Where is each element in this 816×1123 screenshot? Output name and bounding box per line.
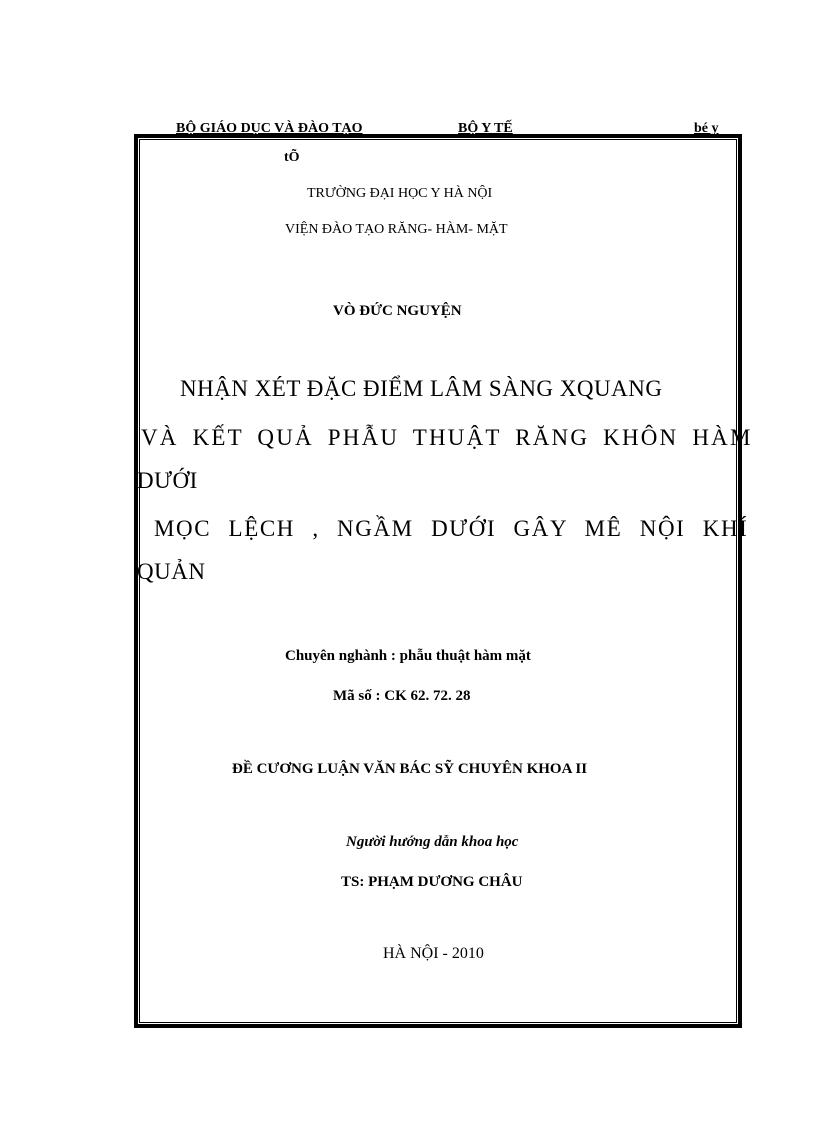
advisor-name: TS: PHẠM DƯƠNG CHÂU [341,874,523,890]
university-name: TRƯỜNG ĐẠI HỌC Y HÀ NỘI [307,186,493,201]
thesis-title-line-4: MỌC LỆCH , NGẦM DƯỚI GÂY MÊ NỘI KHÍ [154,516,749,541]
specialty-code: Mã số : CK 62. 72. 28 [333,688,471,704]
institute-name: VIỆN ĐÀO TẠO RĂNG- HÀM- MẶT [285,222,508,237]
place-year: HÀ NỘI - 2010 [383,945,484,962]
stray-mark: tÕ [284,150,300,165]
thesis-title-line-3: DƯỚI [137,468,198,493]
ministry-education: BỘ GIÁO DỤC VÀ ĐÀO TẠO [176,121,363,136]
corner-mark: bé y [694,121,719,136]
specialty-label: Chuyên nghành : phẫu thuật hàm mặt [285,648,531,664]
thesis-title-line-5: QUẢN [137,559,206,584]
page-border-inner [139,139,737,1023]
thesis-title-line-2: VÀ KẾT QUẢ PHẪU THUẬT RĂNG KHÔN HÀM [141,425,753,450]
thesis-title-line-1: NHẬN XÉT ĐẶC ĐIỂM LÂM SÀNG XQUANG [180,376,663,401]
author-name: VÒ ĐỨC NGUYỆN [333,303,462,319]
document-type: ĐỀ CƯƠNG LUẬN VĂN BÁC SỸ CHUYÊN KHOA II [232,761,588,777]
ministry-health: BỘ Y TẾ [458,121,513,136]
advisor-label: Người hướng dẫn khoa học [346,834,519,850]
